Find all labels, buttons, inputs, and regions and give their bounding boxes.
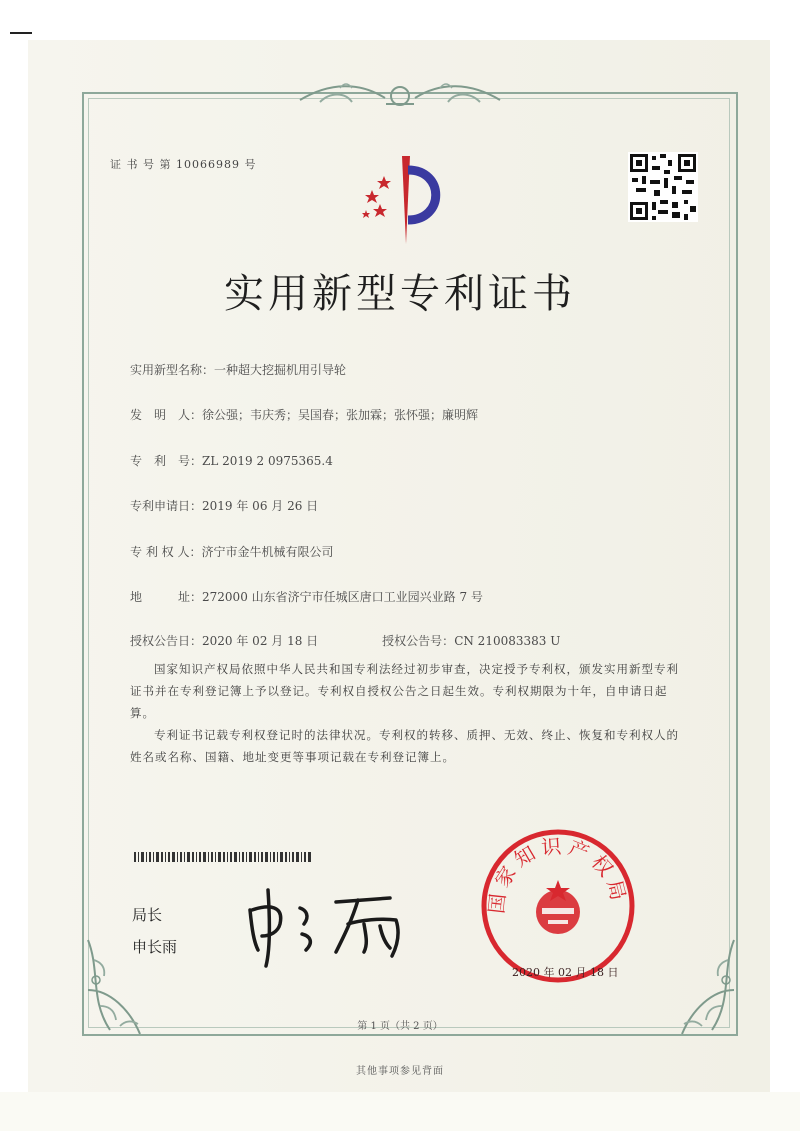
- field-value: 一种超大挖掘机用引导轮: [214, 363, 347, 377]
- field-row-patent-number: [130, 452, 333, 469]
- grant-date-value: 2020 年 02 月 18 日: [202, 634, 319, 648]
- director-title: 局长: [132, 906, 163, 924]
- scan-bottom-margin: [0, 1092, 800, 1131]
- field-row-application-date: [130, 497, 318, 514]
- field-row-patentee: [130, 543, 333, 560]
- official-seal-icon: [478, 826, 638, 986]
- field-label: 专 利 权 人：: [130, 545, 202, 559]
- grant-number-value: CN 210083383 U: [454, 634, 561, 648]
- field-row-grant-info: [130, 632, 560, 649]
- certificate-number: 证 书 号 第 10066989 号: [110, 158, 257, 171]
- field-label: 发 明 人：: [130, 408, 203, 422]
- cnipa-logo-icon: [350, 148, 450, 248]
- seal-text: 国家知识产权局: [484, 833, 632, 915]
- scan-top-margin: [0, 0, 800, 40]
- director-signature-image: [240, 880, 430, 970]
- field-value: 济宁市金牛机械有限公司: [201, 545, 334, 559]
- legal-status-paragraph: 专利证书记载专利权登记时的法律状况。专利权的转移、质押、无效、终止、恢复和专利权人的姓名或名称、国籍、地址变更等事项记载在专利登记簿上。: [130, 728, 679, 764]
- field-label: 实用新型名称：: [130, 363, 215, 377]
- field-value: 272000 山东省济宁市任城区唐口工业园兴业路 7 号: [202, 590, 483, 604]
- field-label: 地 址：: [130, 590, 203, 604]
- field-value: 2019 年 06 月 26 日: [202, 499, 319, 513]
- field-label: 专 利 号：: [130, 454, 203, 468]
- field-row-address: [130, 588, 483, 605]
- field-label: 专利申请日：: [130, 499, 203, 513]
- field-row-utility-model-name: [130, 361, 346, 378]
- page-number: 第 1 页（共 2 页）: [357, 1021, 443, 1032]
- grant-statement-paragraph: 国家知识产权局依照中华人民共和国专利法经过初步审查，决定授予专利权，颁发实用新型专利证书并在专利登记簿上予以登记。专利权自授权公告之日起生效。专利权期限为十年，自申请日起算。: [130, 662, 679, 720]
- field-value: 徐公强；韦庆秀；吴国春；张加霖；张怀强；廉明辉: [202, 408, 479, 422]
- footer-note: 其他事项参见背面: [356, 1066, 444, 1077]
- field-value: ZL 2019 2 0975365.4: [202, 454, 333, 468]
- barcode-icon: [134, 852, 312, 862]
- director-name: 申长雨: [132, 938, 178, 956]
- scan-corner-mark: [10, 32, 32, 34]
- field-row-inventors: [130, 406, 478, 423]
- top-floral-ornament-icon: [290, 78, 510, 114]
- grant-number-label: 授权公告号：: [382, 634, 455, 648]
- qr-code-icon: [628, 152, 698, 222]
- certificate-title: 实用新型专利证书: [224, 271, 576, 317]
- seal-date: 2020 年 02 月 18 日: [512, 966, 619, 979]
- grant-date-label: 授权公告日：: [130, 634, 203, 648]
